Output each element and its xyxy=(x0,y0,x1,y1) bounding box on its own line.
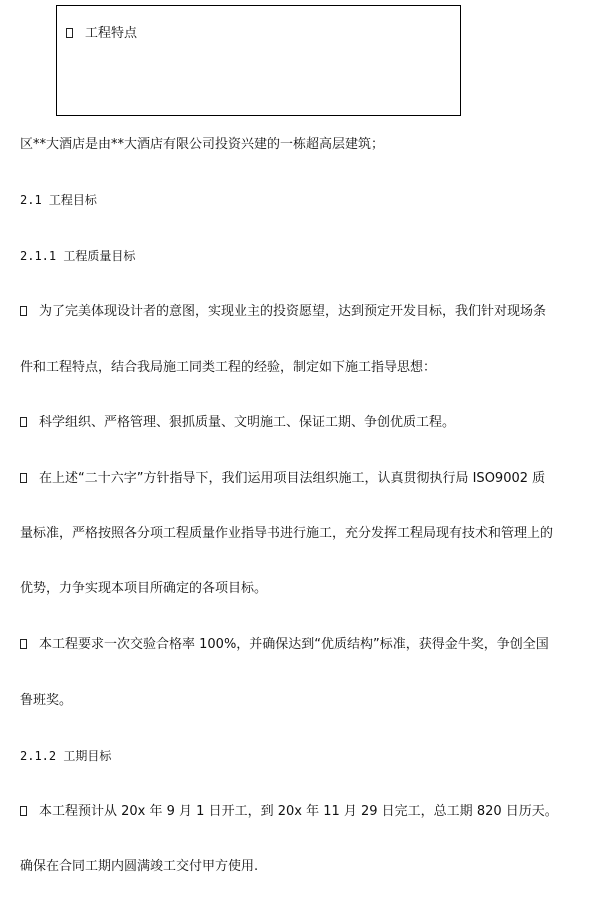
paragraph-1-line-1: 为了完美体现设计者的意图，实现业主的投资愿望，达到预定开发目标，我们针对现场条 xyxy=(20,302,546,322)
paragraph-1-line-2: 件和工程特点，结合我局施工同类工程的经验，制定如下施工指导思想： xyxy=(20,360,437,375)
text-box xyxy=(56,5,461,116)
box-title: 工程特点 xyxy=(85,26,138,41)
paragraph-3-line-2: 量标准，严格按照各分项工程质量作业指导书进行施工，充分发挥工程局现有技术和管理上的 xyxy=(20,526,554,541)
bullet-icon xyxy=(20,306,27,316)
paragraph-2-line-1: 科学组织、严格管理、狠抓质量、文明施工、保证工期、争创优质工程。 xyxy=(20,413,455,433)
intro-paragraph: 区**大酒店是由**大酒店有限公司投资兴建的一栋超高层建筑； xyxy=(20,137,385,152)
box-item xyxy=(66,25,137,43)
bullet-icon xyxy=(20,473,27,483)
paragraph-5-line-1: 本工程预计从 20x 年 9 月 1 日开工，到 20x 年 11 月 29 日完工，总工期 820 日历天。 xyxy=(20,802,558,822)
bullet-icon xyxy=(20,417,27,427)
paragraph-5-line-2: 确保在合同工期内圆满竣工交付甲方使用. xyxy=(20,859,259,874)
heading-2-1: 2.1 工程目标 xyxy=(20,193,97,207)
bullet-icon xyxy=(20,639,27,649)
heading-2-1-1: 2.1.1 工程质量目标 xyxy=(20,249,136,263)
heading-2-1-2: 2.1.2 工期目标 xyxy=(20,749,112,763)
paragraph-3-line-1: 在上述“二十六字”方针指导下，我们运用项目法组织施工，认真贯彻执行局 ISO9002 质 xyxy=(20,469,545,489)
bullet-icon xyxy=(66,28,73,38)
paragraph-4-line-2: 鲁班奖。 xyxy=(20,693,73,708)
paragraph-4-line-1: 本工程要求一次交验合格率 100%，并确保达到“优质结构”标准，获得金牛奖，争创全国 xyxy=(20,635,549,655)
bullet-icon xyxy=(20,806,27,816)
paragraph-3-line-3: 优势，力争实现本项目所确定的各项目标。 xyxy=(20,581,268,596)
